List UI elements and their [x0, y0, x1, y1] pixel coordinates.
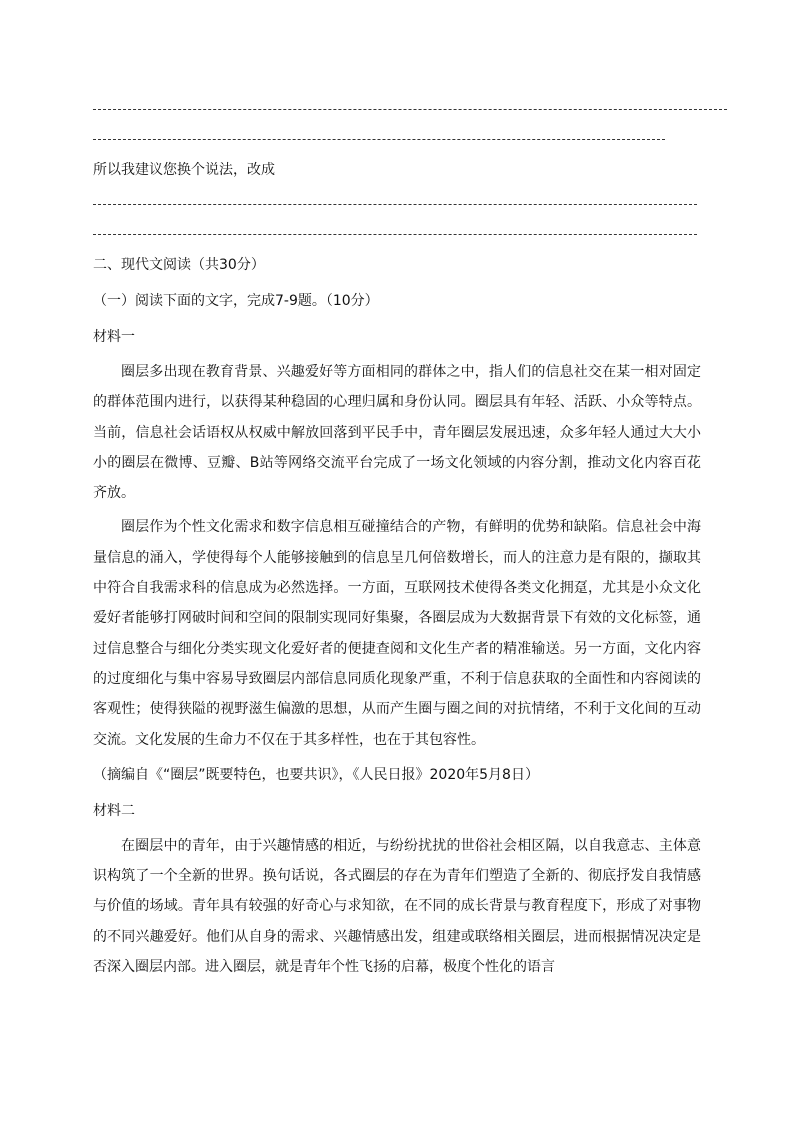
exam-content	[93, 94, 701, 982]
suggestion-line: 所以我建议您换个说法，改成	[93, 162, 275, 178]
material-1-source: （摘编自《“圈层”既要特色，也要共识》，《人民日报》2020年5月8日）	[93, 766, 539, 783]
material-1-label: 材料一	[93, 329, 135, 345]
answer-blank-line-4[interactable]	[93, 219, 697, 249]
answer-blank-line-3[interactable]	[93, 189, 697, 219]
material-2-label: 材料二	[93, 802, 135, 819]
material-1-paragraph-2: 圈层作为个性文化需求和数字信息相互碰撞结合的产物，有鲜明的优势和缺陷。信息社会中海量信息的涌入，学使得每个人能够接触到的信息呈几何倍数增长，而人的注意力是有限的，撷取其中符合自我需求科的信息成为必然选择。一方面，互联网技术使得各类文化拥趸，尤其是小众文化爱好者能够打网破时间和空间的限制实现同好集聚，各圈层成为大数据背景下有效的文化标签，通过信息整合与细化分类实现文化爱好者的便捷查阅和文化生产者的精准输送。另一方面，文化内容的过度细化与集中容易导致圈层内部信息同质化现象严重，不利于信息获取的全面性和内容阅读的客观性；使得狭隘的视野滋生偏激的思想，从而产生圈与圈之间的对抗情绪，不利于文化间的互动交流。文化发展的生命力不仅在于其多样性，也在于其包容性。	[93, 519, 701, 748]
answer-blank-line-2[interactable]	[93, 124, 665, 154]
section-title: 二、现代文阅读（共30分）	[93, 257, 265, 273]
material-1-paragraph-1: 圈层多出现在教育背景、兴趣爱好等方面相同的群体之中，指人们的信息社交在某一相对固定的群体范围内进行，以获得某种稳固的心理归属和身份认同。圈层具有年轻、活跃、小众等特点。当前，信息社会话语权从权威中解放回落到平民手中，青年圈层发展迅速，众多年轻人通过大大小小的圈层在微博、豆瓣、B站等网络交流平台完成了一场文化领域的内容分割，推动文化内容百花齐放。	[93, 364, 701, 502]
material-2-paragraph-1: 在圈层中的青年，由于兴趣情感的相近，与纷纷扰扰的世俗社会相区隔，以自我意志、主体意识构筑了一个全新的世界。换句话说，各式圈层的存在为青年们塑造了全新的、彻底抒发自我情感与价值的场域。青年具有较强的好奇心与求知欲，在不同的成长背景与教育程度下，形成了对事物的不同兴趣爱好。他们从自身的需求、兴趣情感出发，组建或联络相关圈层，进而根据情况决定是否深入圈层内部。进入圈层，就是青年个性飞扬的启幕，极度个性化的语言	[93, 837, 701, 976]
part-title: （一）阅读下面的文字，完成7-9题。（10分）	[93, 293, 379, 309]
answer-blank-line-1[interactable]	[93, 94, 727, 124]
